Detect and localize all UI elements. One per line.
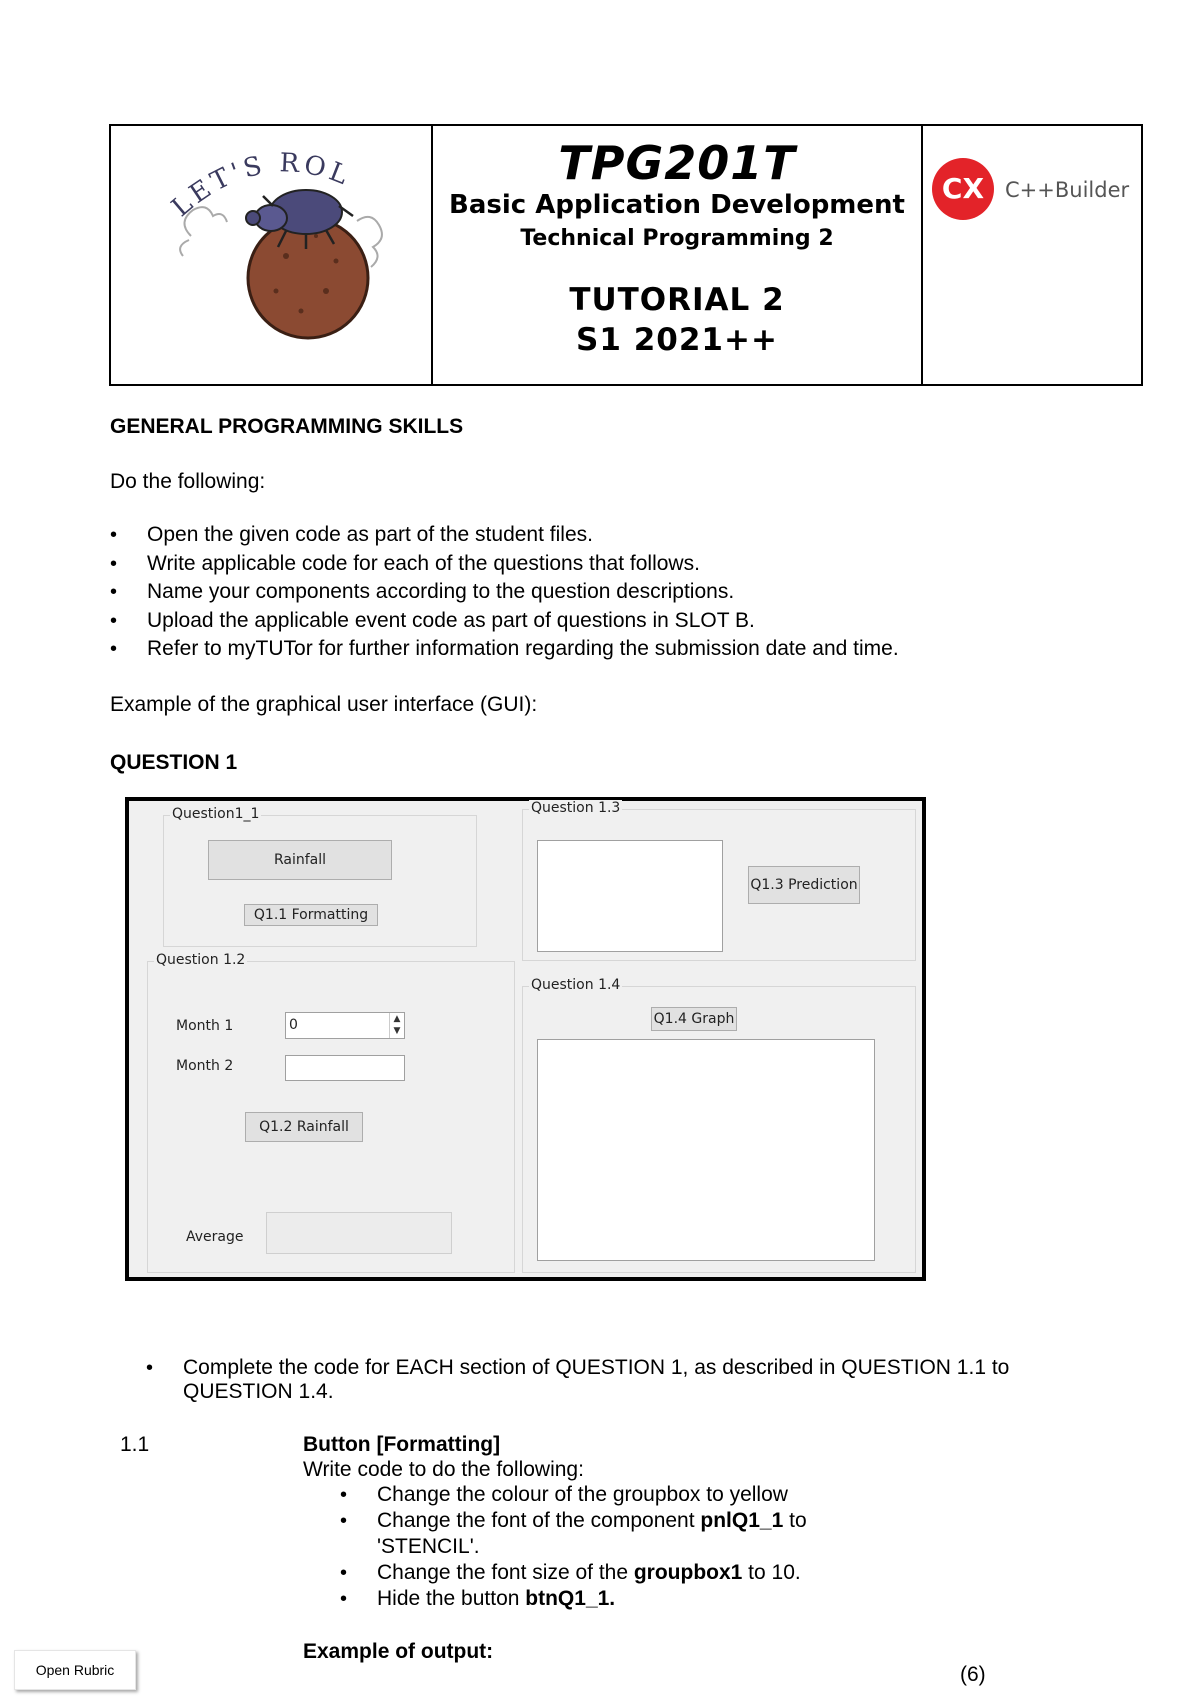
course-code: TPG201T bbox=[558, 136, 796, 190]
q1-1-task-list bbox=[340, 1482, 860, 1612]
logo-text: LET'S ROL bbox=[166, 148, 356, 223]
instruction-item: • Open the given code as part of the student files. bbox=[110, 521, 1110, 550]
q1-1-number: 1.1 bbox=[120, 1433, 150, 1456]
month2-input[interactable] bbox=[285, 1055, 405, 1081]
completion-note: • Complete the code for EACH section of QUESTION 1, as described in QUESTION 1.1 to QUESTION 1.4. bbox=[146, 1356, 1086, 1404]
average-panel bbox=[266, 1212, 452, 1254]
cx-logo-icon: CX bbox=[932, 158, 994, 220]
q1-1-formatting-button[interactable]: Q1.1 Formatting bbox=[244, 904, 378, 926]
q1-1-title: Button [Formatting] bbox=[303, 1433, 501, 1456]
gui-screenshot bbox=[125, 797, 926, 1281]
instruction-item: • Upload the applicable event code as part of questions in SLOT B. bbox=[110, 607, 1110, 636]
completion-list bbox=[146, 1356, 1086, 1404]
q1-1-lead: Write code to do the following: bbox=[303, 1458, 584, 1481]
task-item: • Change the colour of the groupbox to yellow bbox=[340, 1482, 860, 1508]
open-rubric-button[interactable]: Open Rubric bbox=[14, 1650, 136, 1690]
q1-3-memo[interactable] bbox=[537, 840, 723, 952]
groupbox-question1-2 bbox=[147, 952, 515, 1273]
groupbox-caption: Question1_1 bbox=[172, 806, 260, 822]
task-item: • Change the font size of the groupbox1 to 10. bbox=[340, 1560, 860, 1586]
course-name: Basic Application Development bbox=[449, 190, 905, 220]
semester-label: S1 2021++ bbox=[576, 322, 778, 358]
rainfall-button[interactable]: Rainfall bbox=[208, 840, 392, 880]
course-subtitle: Technical Programming 2 bbox=[520, 226, 834, 251]
month1-spinedit[interactable] bbox=[285, 1012, 405, 1039]
q1-4-graph-area[interactable] bbox=[537, 1039, 875, 1261]
output-label: Example of output: bbox=[303, 1640, 494, 1663]
beetle-logo bbox=[111, 126, 433, 384]
q1-3-prediction-button[interactable]: Q1.3 Prediction bbox=[748, 866, 860, 904]
brand-cell bbox=[923, 126, 1141, 384]
average-label: Average bbox=[186, 1229, 244, 1245]
marks-label: (6) bbox=[960, 1663, 986, 1686]
instruction-item: • Write applicable code for each of the questions that follows. bbox=[110, 550, 1110, 579]
title-cell bbox=[433, 126, 923, 384]
groupbox-caption: Question 1.3 bbox=[531, 800, 621, 816]
groupbox-question1-3 bbox=[522, 800, 916, 961]
section-heading: GENERAL PROGRAMMING SKILLS bbox=[110, 415, 464, 438]
brand-name: C++Builder bbox=[1005, 178, 1130, 202]
spin-arrows-icon[interactable]: ▲ ▼ bbox=[389, 1013, 404, 1038]
q1-4-graph-button[interactable]: Q1.4 Graph bbox=[651, 1007, 737, 1031]
instruction-list bbox=[110, 521, 1110, 664]
header-table bbox=[109, 124, 1143, 386]
spin-value: 0 bbox=[289, 1017, 298, 1033]
instruction-item: • Refer to myTUTor for further information regarding the submission date and time. bbox=[110, 635, 1110, 664]
month2-label: Month 2 bbox=[176, 1058, 234, 1074]
month1-label: Month 1 bbox=[176, 1018, 234, 1034]
task-item: • Change the font of the component pnlQ1_1 to 'STENCIL'. bbox=[340, 1508, 860, 1560]
task-item: • Hide the button btnQ1_1. bbox=[340, 1586, 860, 1612]
gui-caption: Example of the graphical user interface (GUI): bbox=[110, 693, 538, 716]
groupbox-question1-1 bbox=[163, 806, 477, 947]
groupbox-caption: Question 1.2 bbox=[156, 952, 246, 968]
groupbox-caption: Question 1.4 bbox=[531, 977, 621, 993]
logo-cell bbox=[111, 126, 433, 384]
instruction-item: • Name your components according to the question descriptions. bbox=[110, 578, 1110, 607]
question-heading: QUESTION 1 bbox=[110, 751, 238, 774]
tutorial-title: TUTORIAL 2 bbox=[569, 282, 785, 318]
groupbox-question1-4 bbox=[522, 977, 916, 1273]
intro-text: Do the following: bbox=[110, 470, 266, 493]
q1-2-rainfall-button[interactable]: Q1.2 Rainfall bbox=[245, 1112, 363, 1142]
